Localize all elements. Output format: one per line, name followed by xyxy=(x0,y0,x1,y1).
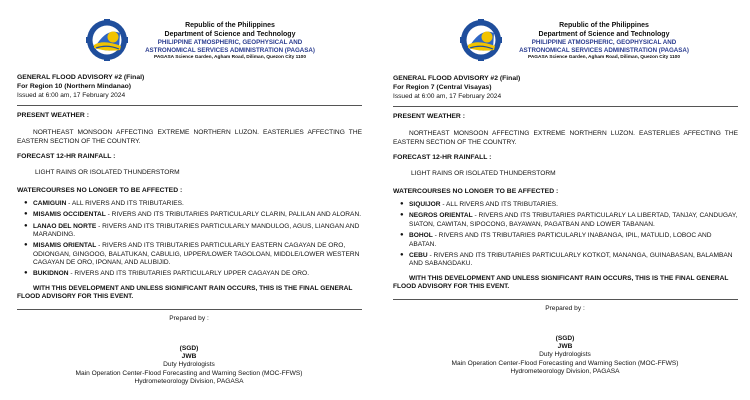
pagasa-logo-icon xyxy=(460,19,502,61)
watercourse-item xyxy=(400,212,738,229)
signature-sgd: (SGD) xyxy=(555,334,575,342)
advisory-title: GENERAL FLOOD ADVISORY #2 (Final) xyxy=(393,75,521,82)
advisory-heading xyxy=(386,75,744,101)
signature-role: Duty Hydrologists xyxy=(539,351,591,359)
signature-section: Main Operation Center-Flood Forecasting and Warning Section (MOC-FFWS) xyxy=(451,359,679,367)
watercourse-detail: - RIVERS AND ITS TRIBUTARIES PARTICULARLY LA LIBERTAD, TANJAY, CANDUGAY, SIATON, CAWITAN, SIPOCONG, BAYAWAN, PAGATBAN AND LOWER TABANAN. xyxy=(409,212,738,229)
advisory-region: For Region 10 (Northern Mindanao) xyxy=(17,82,132,90)
closing-statement: WITH THIS DEVELOPMENT AND UNLESS SIGNIFICANT RAIN OCCURS, THIS IS THE FINAL GENERAL FLOOD ADVISORY FOR THIS EVENT. xyxy=(393,274,729,291)
advisory-issued: Issued at 6:00 am, 17 February 2024 xyxy=(393,92,502,100)
agency-line1: Republic of the Philippines xyxy=(185,22,275,29)
agency-line4: ASTRONOMICAL SERVICES ADMINISTRATION (PAGASA) xyxy=(145,46,315,54)
pagasa-logo-icon xyxy=(86,19,128,61)
watercourse-detail: - RIVERS AND ITS TRIBUTARIES PARTICULARLY EASTERN CAGAYAN DE ORO, ODIONGAN, GINGOOG, BALATUKAN, CABULIG, UPPER/LOWER TAGOLOAN, MIDDLE/LOWER WESTERN CAGAYAN DE ORO, IPONAN, AND ALUBIJID. xyxy=(33,242,360,267)
forecast-text: LIGHT RAINS OR ISOLATED THUNDERSTORM xyxy=(411,170,556,177)
watercourse-province: LANAO DEL NORTE xyxy=(33,222,97,230)
agency-header xyxy=(130,22,330,61)
letterhead xyxy=(386,0,744,62)
watercourse-province: BOHOL xyxy=(409,232,433,240)
divider xyxy=(17,309,362,310)
bullet-icon: ● xyxy=(24,222,28,229)
watercourse-detail: - ALL RIVERS AND ITS TRIBUTARIES. xyxy=(440,201,559,209)
divider xyxy=(17,105,362,106)
agency-line1: Republic of the Philippines xyxy=(559,22,649,29)
watercourse-item xyxy=(24,223,362,240)
closing-statement: WITH THIS DEVELOPMENT AND UNLESS SIGNIFICANT RAIN OCCURS, THIS IS THE FINAL GENERAL FLOOD ADVISORY FOR THIS EVENT. xyxy=(17,284,353,301)
forecast-text: LIGHT RAINS OR ISOLATED THUNDERSTORM xyxy=(35,169,180,176)
letterhead xyxy=(10,0,368,62)
agency-line4: ASTRONOMICAL SERVICES ADMINISTRATION (PAGASA) xyxy=(519,46,689,54)
signature-role: Duty Hydrologists xyxy=(163,361,215,369)
bullet-icon: ● xyxy=(24,211,28,218)
watercourse-item xyxy=(400,252,738,269)
watercourses-list xyxy=(386,201,738,268)
present-weather-heading: PRESENT WEATHER : xyxy=(17,112,89,120)
watercourse-item xyxy=(400,201,738,210)
present-weather-text: NORTHEAST MONSOON AFFECTING EXTREME NORTHERN LUZON. EASTERLIES AFFECTING THE EASTERN SECTION OF THE COUNTRY. xyxy=(393,130,738,146)
advisory-region-10 xyxy=(10,0,368,400)
watercourse-province: CEBU xyxy=(409,251,428,259)
prepared-by: Prepared by : xyxy=(545,304,585,312)
divider xyxy=(393,299,738,300)
watercourse-item xyxy=(24,270,362,279)
agency-address: PAGASA Science Garden, Agham Road, Diliman, Quezon City 1100 xyxy=(527,55,681,61)
signature-division: Hydrometeorology Division, PAGASA xyxy=(134,378,244,386)
agency-line2: Department of Science and Technology xyxy=(164,30,296,38)
watercourse-detail: - RIVERS AND ITS TRIBUTARIES PARTICULARLY UPPER CAGAYAN DE ORO. xyxy=(68,270,310,278)
advisory-region-7 xyxy=(386,0,744,400)
watercourse-province: MISAMIS ORIENTAL xyxy=(33,242,97,250)
agency-line2: Department of Science and Technology xyxy=(538,30,670,38)
advisory-title: GENERAL FLOOD ADVISORY #2 (Final) xyxy=(17,74,145,81)
watercourses-heading: WATERCOURSES NO LONGER TO BE AFFECTED : xyxy=(393,187,559,195)
signature-section: Main Operation Center-Flood Forecasting and Warning Section (MOC-FFWS) xyxy=(75,369,303,377)
signature-sgd: (SGD) xyxy=(179,344,199,352)
watercourse-detail: - ALL RIVERS AND ITS TRIBUTARIES. xyxy=(66,200,184,208)
present-weather-text: NORTHEAST MONSOON AFFECTING EXTREME NORTHERN LUZON. EASTERLIES AFFECTING THE EASTERN SECTION OF THE COUNTRY. xyxy=(17,129,362,145)
present-weather-heading: PRESENT WEATHER : xyxy=(393,113,465,121)
agency-header xyxy=(504,22,704,61)
agency-line3: PHILIPPINE ATMOSPHERIC, GEOPHYSICAL AND xyxy=(157,39,303,47)
signature-initials: JWB xyxy=(557,342,573,350)
watercourse-item xyxy=(400,232,738,249)
signature-block xyxy=(386,335,744,377)
watercourse-detail: - RIVERS AND ITS TRIBUTARIES PARTICULARLY CLARIN, PALILAN AND ALORAN. xyxy=(105,211,362,219)
bullet-icon: ● xyxy=(24,242,28,249)
bullet-icon: ● xyxy=(400,212,404,219)
watercourse-province: CAMIGUIN xyxy=(33,200,67,208)
watercourse-province: BUKIDNON xyxy=(33,270,69,278)
watercourse-province: SIQUIJOR xyxy=(409,201,441,209)
watercourse-province: NEGROS ORIENTAL xyxy=(409,212,473,220)
advisory-region: For Region 7 (Central Visayas) xyxy=(393,83,492,91)
bullet-icon: ● xyxy=(400,201,404,208)
forecast-heading: FORECAST 12-HR RAINFALL : xyxy=(393,154,492,162)
watercourse-item xyxy=(24,242,362,268)
bullet-icon: ● xyxy=(400,232,404,239)
watercourse-item xyxy=(24,200,362,209)
signature-initials: JWB xyxy=(181,353,197,361)
watercourses-heading: WATERCOURSES NO LONGER TO BE AFFECTED : xyxy=(17,186,183,194)
signature-division: Hydrometeorology Division, PAGASA xyxy=(510,368,620,376)
watercourse-province: MISAMIS OCCIDENTAL xyxy=(33,211,106,219)
agency-address: PAGASA Science Garden, Agham Road, Diliman, Quezon City 1100 xyxy=(153,55,307,61)
signature-block xyxy=(10,345,368,387)
divider xyxy=(393,106,738,107)
watercourse-detail: - RIVERS AND ITS TRIBUTARIES PARTICULARLY INABANGA, IPIL, MATULID, LOBOC AND ABATAN. xyxy=(409,232,712,248)
advisory-issued: Issued at 6:00 am, 17 February 2024 xyxy=(17,91,126,99)
watercourse-item xyxy=(24,211,362,220)
forecast-heading: FORECAST 12-HR RAINFALL : xyxy=(17,153,116,161)
bullet-icon: ● xyxy=(24,200,28,207)
watercourses-list xyxy=(10,200,362,279)
watercourse-detail: - RIVERS AND ITS TRIBUTARIES PARTICULARLY KOTKOT, MANANGA, GUINABASAN, BALAMBAN AND SABANGDAKU. xyxy=(409,251,733,268)
bullet-icon: ● xyxy=(24,270,28,277)
advisory-heading xyxy=(10,74,368,100)
watercourse-detail: - RIVERS AND ITS TRIBUTARIES PARTICULARLY MANDULOG, AGUS, LIANGAN AND MARANDING. xyxy=(33,222,360,239)
bullet-icon: ● xyxy=(400,251,404,258)
agency-line3: PHILIPPINE ATMOSPHERIC, GEOPHYSICAL AND xyxy=(531,39,677,47)
prepared-by: Prepared by : xyxy=(169,315,209,323)
